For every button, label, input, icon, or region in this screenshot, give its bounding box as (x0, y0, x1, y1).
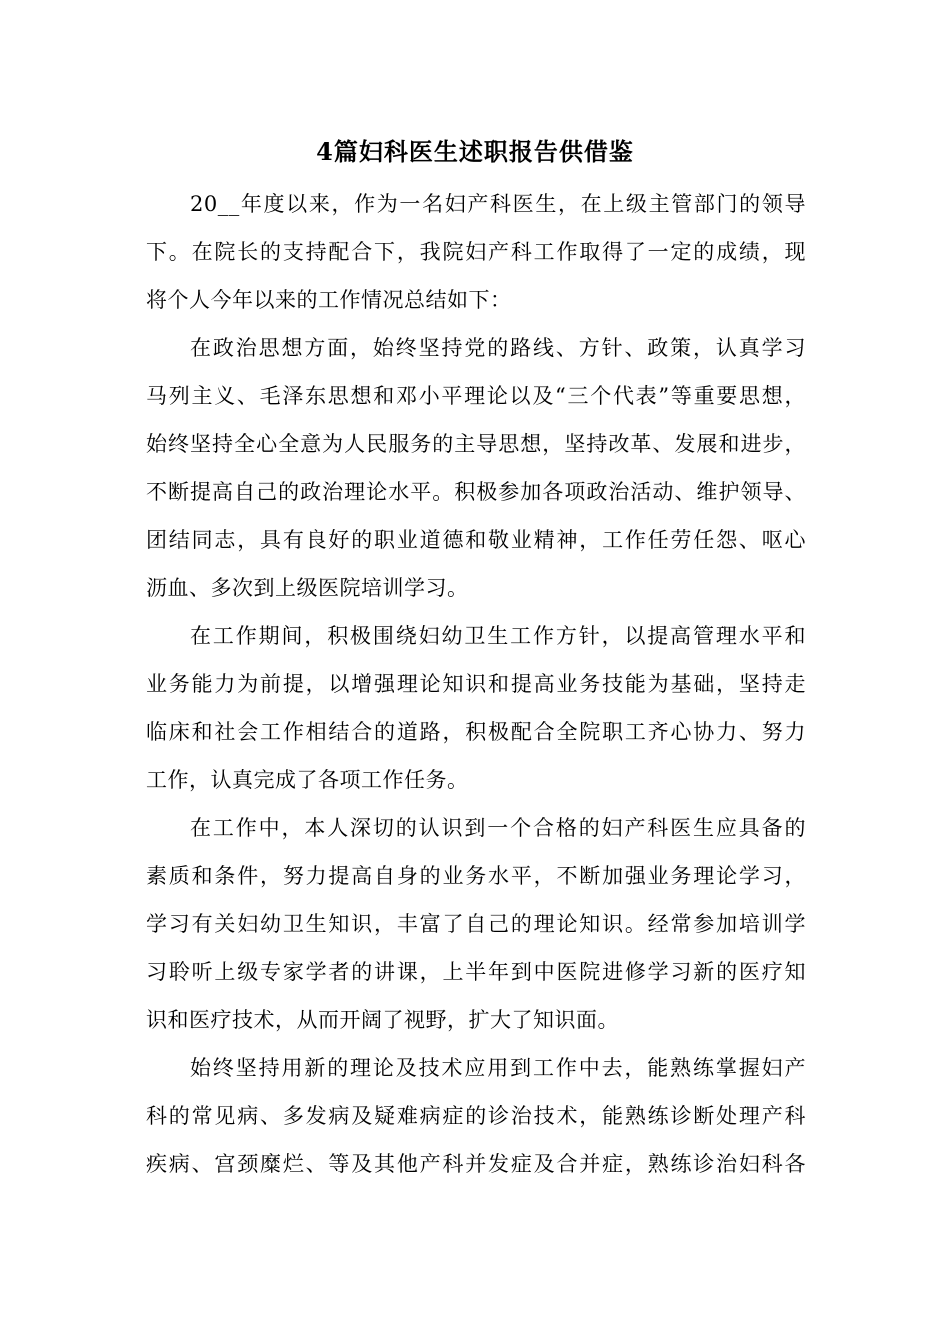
text-line: 识和医疗技术，从而开阔了视野，扩大了知识面。 (146, 1008, 619, 1032)
paragraph-political (146, 324, 806, 612)
text-line: 在工作中，本人深切的认识到一个合格的妇产科医生应具备的 (190, 816, 806, 840)
text-line: 疾病、宫颈糜烂、等及其他产科并发症及合并症，熟练诊治妇科各 (146, 1152, 806, 1176)
text-line: 将个人今年以来的工作情况总结如下： (146, 288, 512, 312)
paragraph-work-period (146, 612, 806, 804)
paragraph-intro (146, 180, 806, 324)
text-line: 马列主义、毛泽东思想和邓小平理论以及“三个代表”等重要思想， (146, 384, 806, 408)
document-body (146, 180, 806, 1188)
text-line: 科的常见病、多发病及疑难病症的诊治技术，能熟练诊断处理产科 (146, 1104, 806, 1128)
text-line: 习聆听上级专家学者的讲课，上半年到中医院进修学习新的医疗知 (146, 960, 806, 984)
text-line: 20__年度以来，作为一名妇产科医生，在上级主管部门的领导 (190, 192, 806, 216)
text-line: 在政治思想方面，始终坚持党的路线、方针、政策，认真学习 (190, 336, 806, 360)
text-line: 素质和条件，努力提高自身的业务水平，不断加强业务理论学习， (146, 864, 806, 888)
text-line: 团结同志，具有良好的职业道德和敬业精神，工作任劳任怨、呕心 (146, 528, 806, 552)
text-line: 沥血、多次到上级医院培训学习。 (146, 576, 469, 600)
text-line: 工作，认真完成了各项工作任务。 (146, 768, 469, 792)
text-line: 始终坚持用新的理论及技术应用到工作中去，能熟练掌握妇产 (190, 1056, 806, 1080)
paragraph-technique (146, 1044, 806, 1188)
text-line: 临床和社会工作相结合的道路，积极配合全院职工齐心协力、努力 (146, 720, 806, 744)
text-line: 不断提高自己的政治理论水平。积极参加各项政治活动、维护领导、 (146, 480, 806, 504)
text-line: 始终坚持全心全意为人民服务的主导思想，坚持改革、发展和进步， (146, 432, 806, 456)
text-line: 学习有关妇幼卫生知识，丰富了自己的理论知识。经常参加培训学 (146, 912, 806, 936)
text-line: 业务能力为前提，以增强理论知识和提高业务技能为基础，坚持走 (146, 672, 806, 696)
text-line: 下。在院长的支持配合下，我院妇产科工作取得了一定的成绩，现 (146, 240, 806, 264)
text-line: 在工作期间，积极围绕妇幼卫生工作方针，以提高管理水平和 (190, 624, 806, 648)
paragraph-learning (146, 804, 806, 1044)
document-title: 4篇妇科医生述职报告供借鉴 (316, 137, 634, 166)
